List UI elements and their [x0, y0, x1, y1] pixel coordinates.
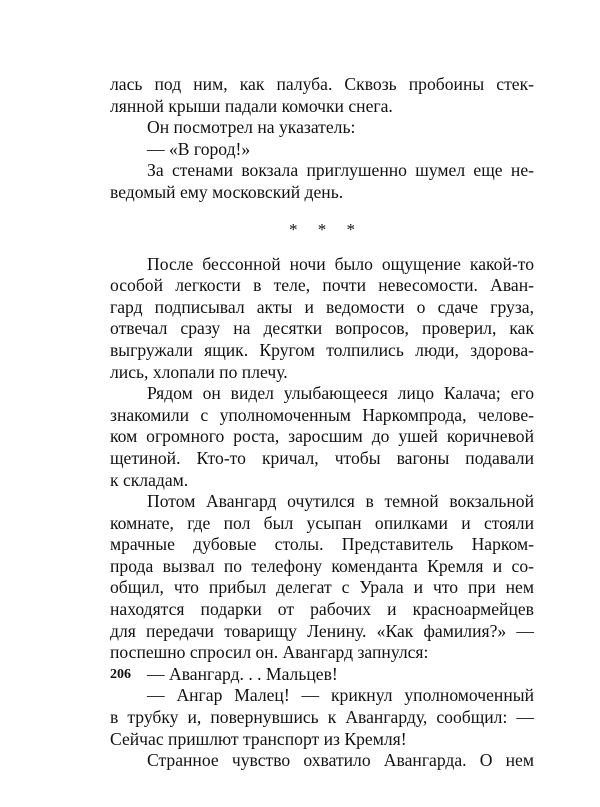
text-line: комнате, где пол был усыпан опилками и стояли: [110, 512, 534, 533]
bottom-text: [110, 254, 534, 772]
text-line: находятся подарки от рабочих и красноармейцев: [110, 599, 534, 620]
text-line: Он посмотрел на указатель:: [147, 117, 356, 138]
text-line: лась под ним, как палуба. Сквозь пробоины стек-: [110, 74, 534, 94]
text-line: гард подписывал акты и ведомости о сдаче груза,: [110, 296, 534, 317]
top-text: [110, 74, 534, 204]
text-line: — Авангард. . . Мальцев!: [147, 663, 338, 684]
text-line: Рядом он видел улыбающееся лицо Калача; его: [147, 383, 534, 404]
page-body: [110, 74, 534, 772]
section-separator: * * *: [289, 219, 363, 239]
text-line: знакомили с уполномоченным Наркомпрода, челове-: [110, 404, 534, 425]
text-line: к складам.: [110, 469, 189, 490]
text-line: особой легкости в теле, почти невесомости. Аван-: [110, 275, 534, 296]
text-line: щетиной. Кто-то кричал, чтобы вагоны подавали: [110, 447, 534, 468]
text-line: прода вызвал по телефону коменданта Кремля и со-: [110, 555, 534, 576]
text-line: Странное чувство охватило Авангарда. О нем: [147, 750, 534, 771]
text-line: Потом Авангард очутился в темной вокзальной: [147, 491, 534, 512]
text-line: ведомый ему московский день.: [110, 181, 344, 202]
text-line: Сейчас пришлют транспорт из Кремля!: [110, 728, 407, 749]
text-line: отвечал сразу на десятки вопросов, проверил, как: [110, 318, 534, 339]
text-line: — Ангар Малец! — крикнул уполномоченный: [147, 685, 534, 706]
text-line: выгружали ящик. Кругом толпились люди, здорова-: [110, 339, 534, 360]
text-line: После бессонной ночи было ощущение какой-то: [147, 253, 534, 274]
text-line: общил, что прибыл делегат с Урала и что при нем: [110, 577, 534, 598]
text-line: лись, хлопали по плечу.: [110, 361, 288, 382]
text-line: в трубку и, повернувшись к Авангарду, сообщил: —: [110, 707, 534, 728]
text-line: мрачные дубовые столы. Представитель Нарком-: [110, 534, 534, 555]
text-line: лянной крыши падали комочки снега.: [110, 95, 393, 116]
text-line: для передачи товарищу Ленину. «Как фамилия?» —: [110, 620, 534, 641]
page-number: 206: [110, 667, 131, 682]
text-line: — «В город!»: [147, 138, 251, 159]
text-line: поспешно спросил он. Авангард запнулся:: [110, 642, 429, 663]
text-line: ком огромного роста, заросшим до ушей коричневой: [110, 426, 534, 447]
text-line: За стенами вокзала приглушенно шумел еще не-: [147, 160, 534, 181]
